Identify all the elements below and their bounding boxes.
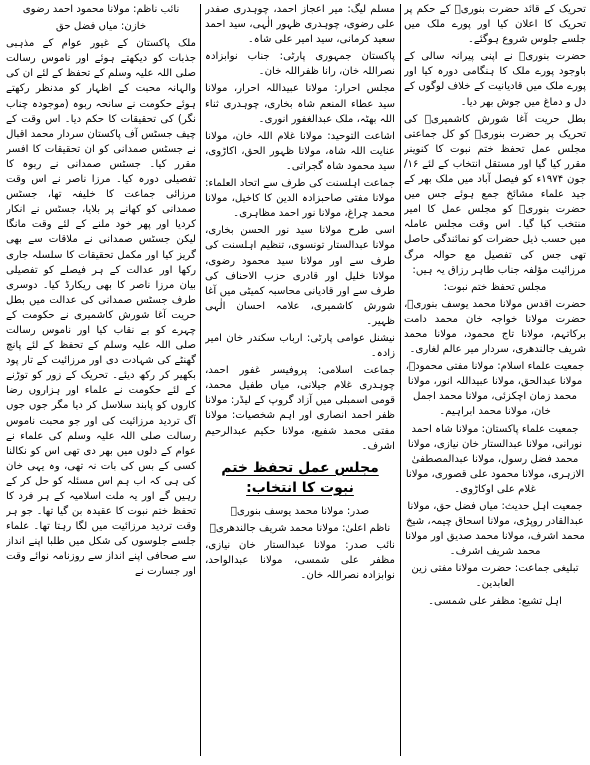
paragraph: اشاعت التوحید: مولانا غلام اللہ خان، مولانا عنایت اللہ شاہ، مولانا ظہور الحق، اکاڑوی، سید محمود شاہ گجراتی۔ <box>205 130 395 172</box>
paragraph: نائب ناظم: مولانا محمود احمد رضوی <box>22 4 180 15</box>
text-column-right <box>404 2 586 760</box>
paragraph: صدر: مولانا محمد یوسف بنوریؒ <box>230 505 370 517</box>
paragraph: مجلس تحفظ ختم نبوت: <box>443 281 547 293</box>
column-divider <box>200 4 201 756</box>
column-divider <box>400 4 401 756</box>
paragraph: اہل تشیع: مظفر علی شمسی۔ <box>428 595 562 607</box>
paragraph: نیشنل عوامی پارٹی: ارباب سکندر خان امیر زادہ۔ <box>205 332 395 360</box>
paragraph: حضرت اقدس مولانا محمد یوسف بنوریؒ، حضرت مولانا خواجہ خان محمد دامت برکاتہم، مولانا تاج محمود، مولانا محمد شریف جالندھری، سردار میر عالم لغاری۔ <box>404 298 586 356</box>
paragraph: خازن: میاں فضل حق <box>55 21 147 33</box>
text-column-middle <box>205 2 395 760</box>
paragraph: مسلم لیگ: میر اعجاز احمد، چوہدری صفدر علی رضوی، چوہدری ظہور الٰہی، سید احمد سعید کرمانی، سید امیر علی شاہ۔ <box>205 4 395 46</box>
paragraph: ملک پاکستان کے غیور عوام کے مذہبی جذبات کو دیکھتے ہوئے اور ناموس رسالت صلی اللہ علیہ وسلم کے تحفظ کے لئے ان کی والہانہ محبت کے اظہار کو مدنظر رکھتے ہوئے حکومت نے سانحہ ربوہ (موجودہ چناب نگر) کی تحقیقات کا حکم دیا۔ اس وقت کے چیف جسٹس آف پاکستان سردار محمد اقبال نے جسٹس صمدانی کو ان تحقیقات کا افسر مقرر کیا۔ جسٹس صمدانی نے ربوہ کا تفصیلی دورہ کیا۔ مرزا ناصر نے اس وقت مرزائی جماعت کا خلیفہ تھا، جسٹس صمدانی کو کھانے پر بلایا، جسٹس نے انکار کردیا اور پھر خود ملنے کے لئے وقت مانگا لیکن جسٹس صمدانی نے ملاقات سے بھی گریز کیا اور مکمل تحقیقات کا سلسلہ جاری رکھا اور عدالت کے ہر فیصلے کو تفصیلی بیان مرزا ناصر کا بھی ریکارڈ کیا۔ دوسری طرف جسٹس صمدانی کی عدالت میں بطل حریت آغا شورش کاشمیری نے حکومت کے چہرے کو بے نقاب کیا اور ناموس رسالت صلی اللہ علیہ وسلم کے تحفظ کے لئے پانچ گھنٹے کی شہادت دی اور مرزائیت کے تار پود بکھیر کر رکھ دیئے۔ تحریک کے زور کو توڑنے کے لئے حکومت نے علماء اور ہزاروں رضا کاروں کو پابند سلاسل کر دیا مگر جوں جوں آگ تردید مرزائیت کی اور جو محبت ناموس رسالت صلی اللہ علیہ وسلم کی علماء نے عوام کے دلوں میں بھر دی تھی اس کو نکالنا کسی کے بس کی بات نہ تھی، وہ یہی خان کی ہی کہ اب ہم اس مسئلہ کو حل کر کے رہیں گے اور یہ ملت اسلامیہ کے ہر فرد کا تحفظ ختم نبوت کا عقیدہ بن گیا تھا۔ جو ہر وقت تردید مرزائیت میں لگا رہتا تھا۔ علماء جلسے جلوسوں کی شکل میں طلبا اپنے انداز سے صحافی اپنے انداز سے روزنامہ نوائے وقت اور جسارت نے <box>6 38 196 578</box>
paragraph: تحریک کے قائد حضرت بنوریؒ کے حکم پر تحریک کا اعلان کیا اور پورے ملک میں جلسے جلوس شروع ہوگئے۔ <box>404 4 586 46</box>
paragraph: اسی طرح مولانا سید نور الحسن بخاری، مولانا عبدالستار تونسوی، تنظیم اہلسنت کی طرف سے اور مولانا سید محمود رضوی، مولانا خلیل اور قادری حزب الاحناف کی طرف سے اور قادیانی محاسبہ کمیٹی میں آغا شورش کاشمیری، علامہ احسان الٰہی ظہیر۔ <box>205 225 395 327</box>
paragraph: نائب صدر: مولانا عبدالستار خان نیازی، مظفر علی شمسی، مولانا عبدالواحد، نوابزادہ نصراللہ خان۔ <box>205 539 395 582</box>
paragraph: جمعیت علماء اسلام: مولانا مفتی محمودؒ، مولانا عبدالحق، مولانا عبیداللہ انور، مولانا محمد زمان اچکزئی، مولانا محمد اجمل خان، مولانا محمد ابراہیم۔ <box>405 361 585 418</box>
paragraph: ناظم اعلیٰ: مولانا محمد شریف جالندھریؒ <box>209 522 391 534</box>
paragraph: بطل حریت آغا شورش کاشمیریؒ کی تحریک پر حضرت بنوریؒ کو کل جماعتی مجلس عمل تحفظ ختم نبوت کا کنوینر مقرر کیا گیا اور مستقل انتخاب کے لئے ۱۶/ جون ۱۹۷۴ء کو فیصل آباد میں ملک بھر کے جید علماء مشائخ جمع ہوئے جس میں حضرت بنوریؒ کو مجلس عمل کا امیر منتخب کیا گیا۔ اس وقت مجلس عاملہ میں حسب ذیل حضرات کو نمائندگی حاصل تھی جس کی تفصیل مع حوالہ مرگ مرزائیت مؤلفہ جناب طاہر رزاق یہ ہیں: <box>404 113 586 276</box>
paragraph: جمعیت علماء پاکستان: مولانا شاہ احمد نورانی، مولانا عبدالستار خان نیازی، مولانا محمد فضل رسول، مولانا عبدالمصطفیٰ الازہری، مولانا محمود علی قصوری، مولانا غلام علی اوکاڑوی۔ <box>405 423 585 495</box>
paragraph: مجلس احرار: مولانا عبیداللہ احرار، مولانا سید عطاء المنعم شاہ بخاری، چوہدری ثناء اللہ بھٹہ، ملک عبدالغفور انوری۔ <box>205 83 395 125</box>
paragraph: حضرت بنوریؒ نے اپنی پیرانہ سالی کے باوجود پورے ملک کا ہنگامی دورہ کیا اور پورے ملک میں قادیانیت کے خلاف لوگوں کے دل و دماغ میں جوش بھر دیا۔ <box>404 51 586 108</box>
paragraph: پاکستان جمہوری پارٹی: جناب نوابزادہ نصراللہ خان، رانا ظفراللہ خان۔ <box>205 51 395 78</box>
paragraph: تبلیغی جماعت: حضرت مولانا مفتی زین العابدین۔ <box>411 563 579 590</box>
section-heading: مجلس عمل تحفظ ختم نبوت کا انتخاب: <box>221 459 379 496</box>
text-column-left <box>6 2 196 760</box>
paragraph: جمعیت اہل حدیث: میاں فضل حق، مولانا عبدالقادر روپڑی، مولانا اسحاق چیمہ، شیخ محمد اشرف، مولانا محمد صدیق اور مولانا محمد شریف اشرف۔ <box>405 501 585 558</box>
paragraph: جماعت اسلامی: پروفیسر غفور احمد، چوہدری غلام جیلانی، میاں طفیل محمد، قومی اسمبلی میں آزاد گروپ کے لیڈر: مولانا ظفر احمد انصاری اور اہم شخصیات: مولانا مفتی محمد شفیع، مولانا حکیم عبدالرحیم اشرف۔ <box>205 365 395 452</box>
paragraph: جماعت اہلسنت کی طرف سے اتحاد العلماء: مولانا مفتی صاحبزادہ الدین کا کاخیل، مولانا محمد چراغ، مولانا نور احمد مظاہری۔ <box>205 178 395 220</box>
